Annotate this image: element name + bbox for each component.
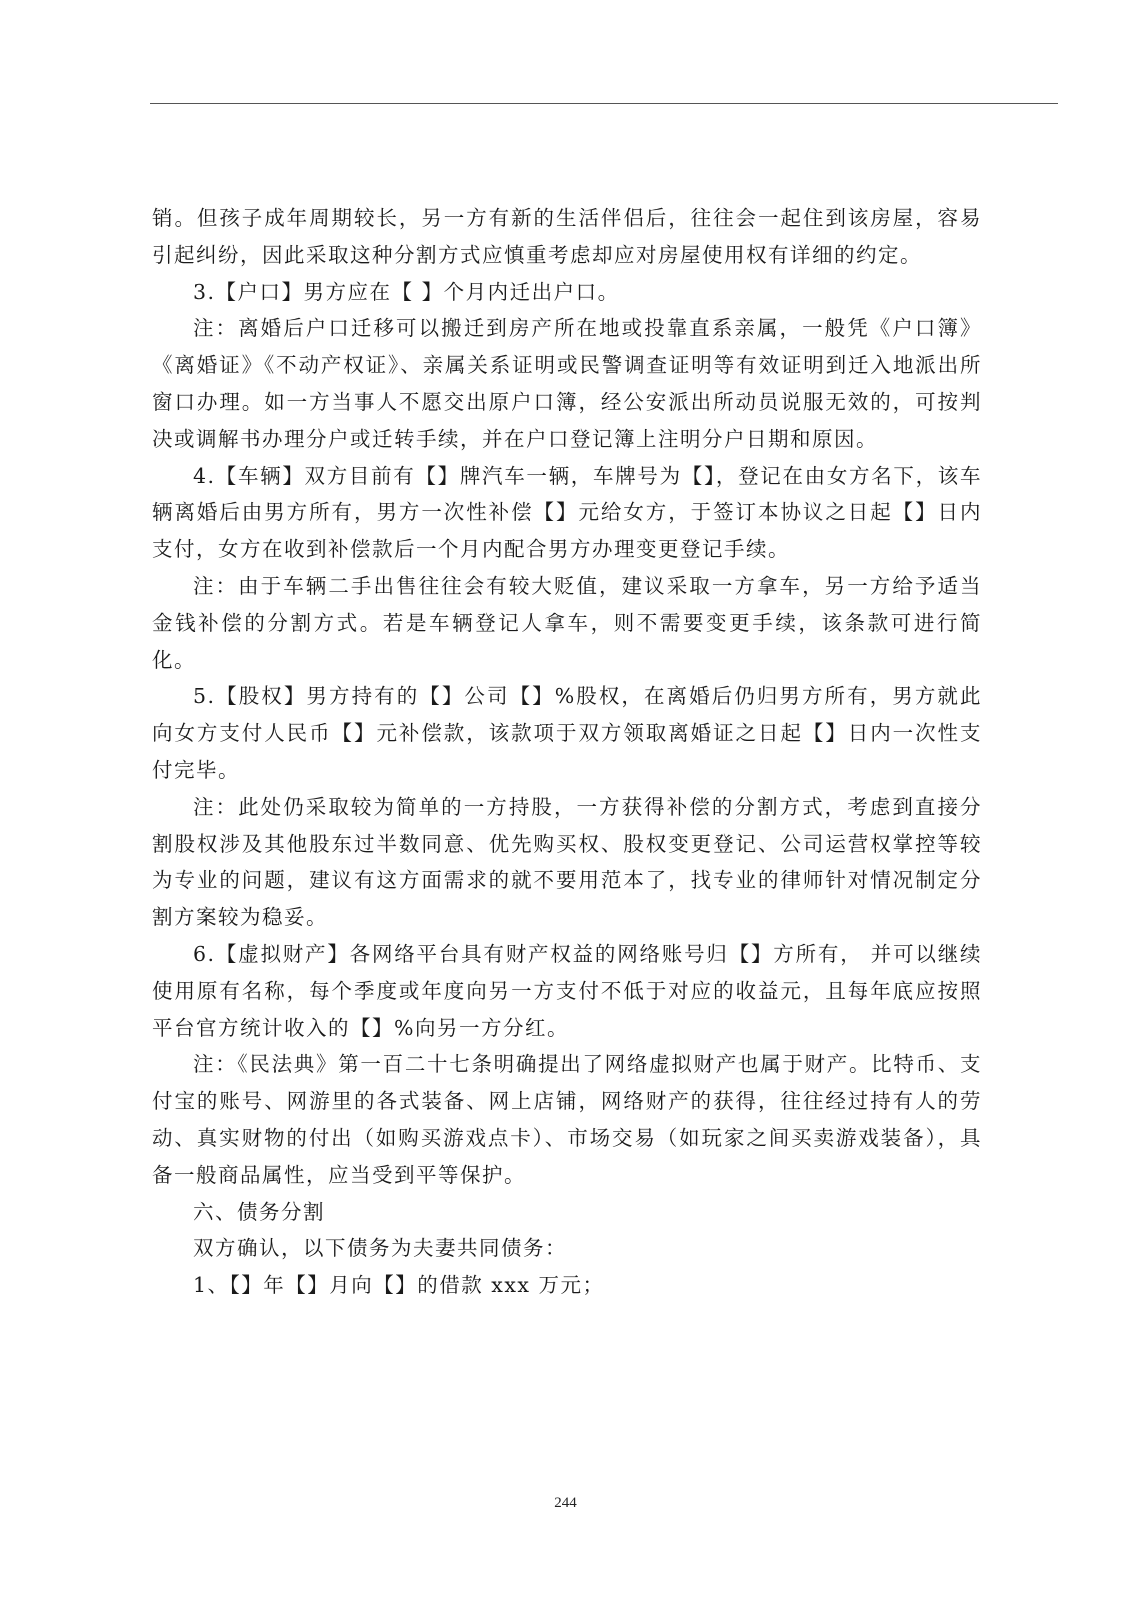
paragraph-vehicle-clause: 4.【车辆】双方目前有【】牌汽车一辆，车牌号为【】，登记在由女方名下，该车辆离婚后由男方所有，男方一次性补偿【】元给女方，于签订本协议之日起【】日内支付，女方在收到补偿款后一个月内配合男方办理变更登记手续。 — [152, 463, 982, 562]
paragraph-hukou-clause: 3.【户口】男方应在【 】个月内迁出户口。 — [193, 279, 620, 304]
paragraph-hukou-note: 注：离婚后户口迁移可以搬迁到房产所在地或投靠直系亲属，一般凭《户口簿》《离婚证》《不动产权证》、亲属关系证明或民警调查证明等有效证明到迁入地派出所窗口办理。如一方当事人不愿交出原户口簿，经公安派出所动员说服无效的，可按判决或调解书办理分户或迁转手续，并在户口登记簿上注明分户日期和原因。 — [152, 316, 982, 451]
paragraph-continuation: 销。但孩子成年周期较长，另一方有新的生活伴侣后，往往会一起住到该房屋，容易引起纠纷，因此采取这种分割方式应慎重考虑却应对房屋使用权有详细的约定。 — [152, 206, 982, 267]
page-number: 244 — [554, 1495, 577, 1511]
paragraph-equity-clause: 5.【股权】男方持有的【】公司【】%股权，在离婚后仍归男方所有，男方就此向女方支付人民币【】元补偿款，该款项于双方领取离婚证之日起【】日内一次性支付完毕。 — [152, 684, 982, 782]
paragraph-virtual-property-note: 注：《民法典》第一百二十七条明确提出了网络虚拟财产也属于财产。比特币、支付宝的账号、网游里的各式装备、网上店铺，网络财产的获得，往往经过持有人的劳动、真实财物的付出（如购买游戏点卡）、市场交易（如玩家之间买卖游戏装备），具备一般商品属性，应当受到平等保护。 — [152, 1052, 982, 1187]
header-rule — [150, 103, 1058, 104]
paragraph-equity-note: 注：此处仍采取较为简单的一方持股，一方获得补偿的分割方式，考虑到直接分割股权涉及其他股东过半数同意、优先购买权、股权变更登记、公司运营权掌控等较为专业的问题，建议有这方面需求的就不要用范本了，找专业的律师针对情况制定分割方案较为稳妥。 — [152, 794, 982, 930]
document-body — [152, 200, 982, 1304]
paragraph-debt-item-1: 1、【】年【】月向【】的借款 xxx 万元； — [193, 1273, 605, 1298]
section-heading-debt-division: 六、债务分割 — [193, 1199, 325, 1224]
paragraph-debt-confirmation: 双方确认，以下债务为夫妻共同债务： — [193, 1236, 567, 1261]
paragraph-virtual-property-clause: 6.【虚拟财产】各网络平台具有财产权益的网络账号归【】方所有， 并可以继续使用原有名称，每个季度或年度向另一方支付不低于对应的收益元，且每年底应按照平台官方统计收入的【】%向另一方分红。 — [152, 941, 982, 1040]
paragraph-vehicle-note: 注：由于车辆二手出售往往会有较大贬值，建议采取一方拿车，另一方给予适当金钱补偿的分割方式。若是车辆登记人拿车，则不需要变更手续，该条款可进行简化。 — [152, 573, 982, 672]
